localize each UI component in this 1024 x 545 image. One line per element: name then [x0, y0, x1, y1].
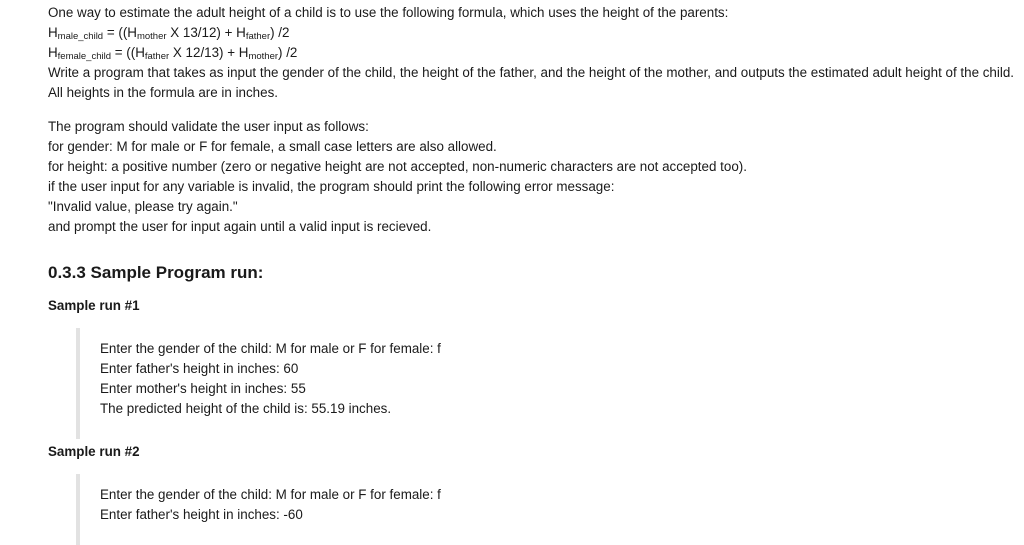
formula-female-eq: = ((H	[111, 45, 145, 60]
sample-run-line: Enter father's height in inches: -60	[100, 507, 303, 522]
description-text: Write a program that takes as input the gender of the child, the height of the father, and the height of the mother, and outputs the estimated adult height of the child. All heights in the formula are in inches.	[48, 65, 1014, 100]
section-heading: 0.3.3 Sample Program run:	[48, 263, 264, 282]
formula-male-sub-father: father	[245, 31, 271, 42]
validation-line: for height: a positive number (zero or negative height are not accepted, non-numeric characters are not accepted too).	[48, 159, 747, 174]
formula-male	[48, 23, 728, 43]
formula-female-mid: X 12/13) + H	[169, 45, 249, 60]
formula-male-mid: X 13/12) + H	[166, 25, 246, 40]
formula-male-end: ) /2	[270, 25, 290, 40]
intro-text: One way to estimate the adult height of a child is to use the following formula, which uses the height of the parents:	[48, 5, 729, 20]
sample-run-line: Enter the gender of the child: M for male or F for female: f	[100, 487, 441, 502]
validation-line: The program should validate the user input as follows:	[48, 119, 369, 134]
formula-male-sub-child: male_child	[57, 31, 104, 42]
sample-run-1-title: Sample run #1	[48, 298, 140, 313]
sample-run-1-block	[76, 328, 441, 439]
formula-female-sub-child: female_child	[57, 51, 112, 62]
sample-run-2-title: Sample run #2	[48, 444, 140, 459]
intro-block	[48, 3, 728, 63]
formula-male-h: H	[48, 25, 58, 40]
validation-line: and prompt the user for input again until a valid input is recieved.	[48, 219, 432, 234]
formula-male-sub-mother: mother	[136, 31, 167, 42]
formula-female-end: ) /2	[278, 45, 298, 60]
validation-line: "Invalid value, please try again."	[48, 199, 238, 214]
sample-run-2-block	[76, 474, 441, 545]
formula-female-sub-father: father	[144, 51, 170, 62]
sample-run-line: The predicted height of the child is: 55.19 inches.	[100, 401, 392, 416]
formula-female-sub-mother: mother	[248, 51, 279, 62]
validation-block	[48, 117, 747, 237]
sample-run-line: Enter the gender of the child: M for male or F for female: f	[100, 341, 441, 356]
sample-run-line: Enter father's height in inches: 60	[100, 361, 299, 376]
formula-female	[48, 43, 728, 63]
formula-male-eq: = ((H	[103, 25, 137, 40]
formula-female-h: H	[48, 45, 58, 60]
validation-line: if the user input for any variable is invalid, the program should print the following error message:	[48, 179, 615, 194]
validation-line: for gender: M for male or F for female, a small case letters are also allowed.	[48, 139, 497, 154]
sample-run-line: Enter mother's height in inches: 55	[100, 381, 306, 396]
